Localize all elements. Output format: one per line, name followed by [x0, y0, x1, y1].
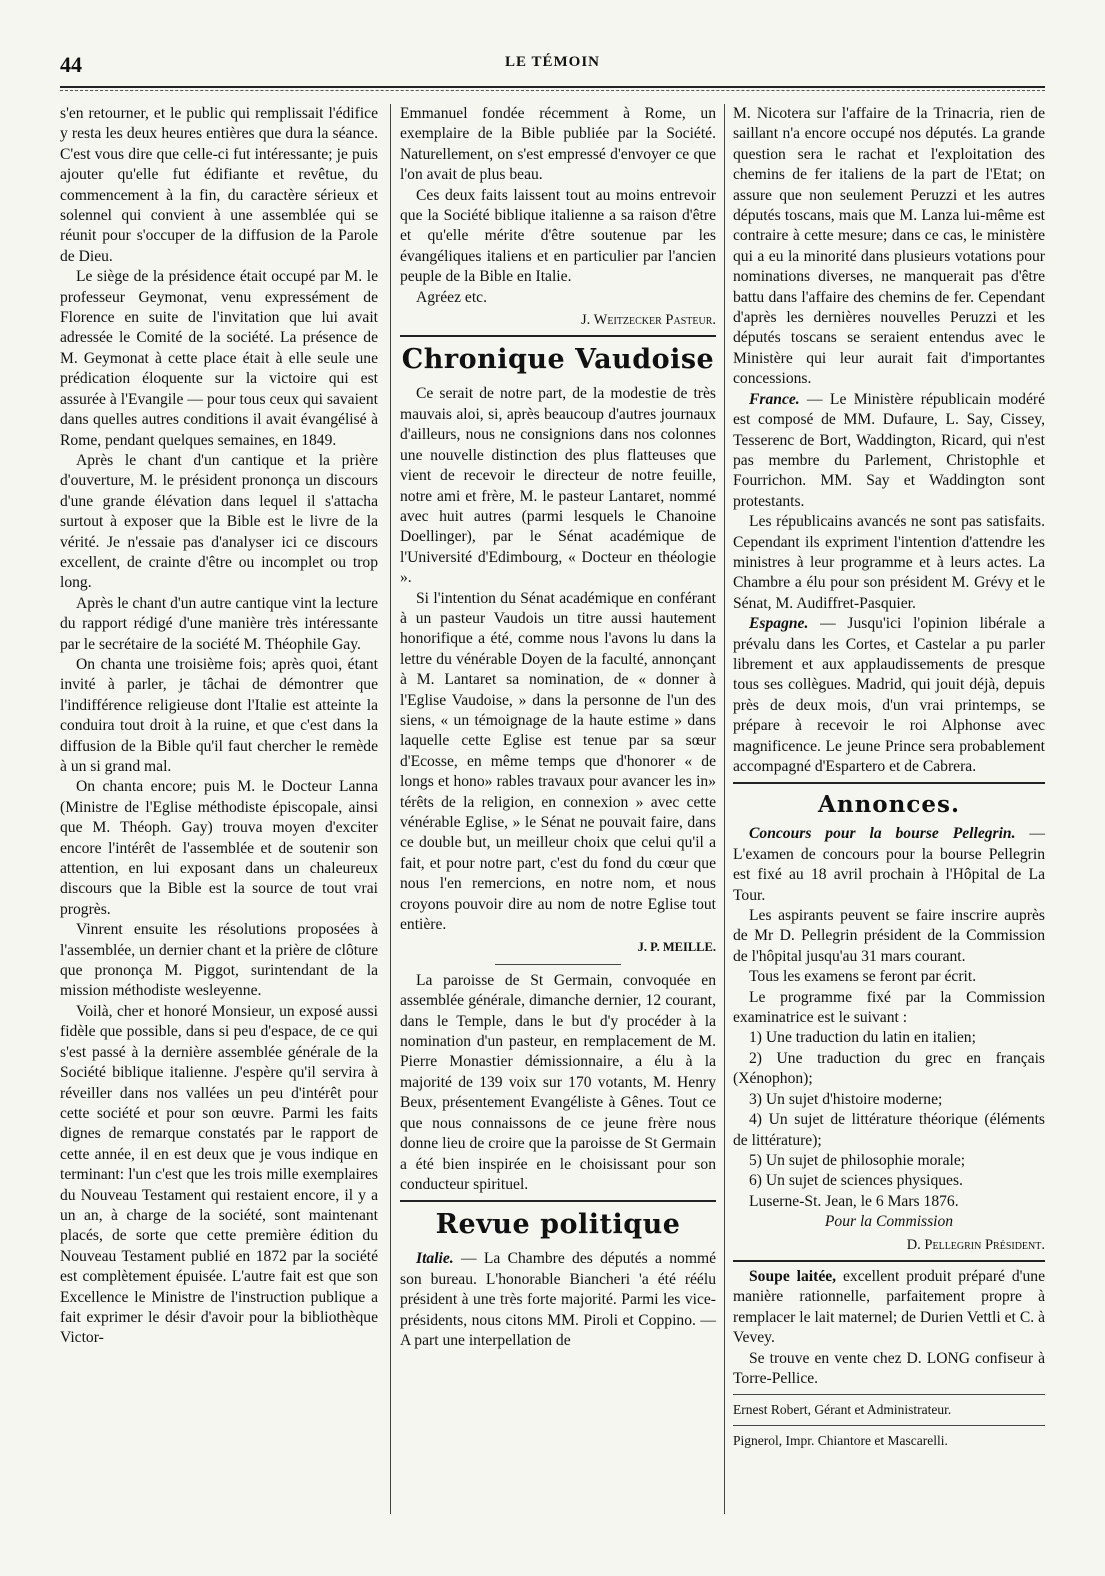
newspaper-title: LE TÉMOIN	[505, 54, 600, 70]
list-item: 2) Une traduction du grec en français (Xénophon);	[733, 1049, 1045, 1088]
column-divider	[390, 104, 391, 1514]
paragraph: Après le chant d'un autre cantique vint la lecture du rapport rédigé d'une manière très intéressante par le secrétaire de la société M. Théophile Gay.	[60, 594, 378, 653]
paragraph: Ces deux faits laissent tout au moins entrevoir que la Société biblique italienne a sa raison d'être et qu'elle mérite d'être soutenue par les évangéliques italiens et en particulier par l'ancien peuple de la Bible en Italie.	[400, 186, 716, 286]
paragraph	[733, 1267, 1045, 1349]
paragraph: Si l'intention du Sénat académique en conférant à un pasteur Vaudois un titre aussi hautement honorifique a été, comme nous l'avons lu dans la lettre du vénérable Doyen de la faculté, annonçant à M. Lantaret sa nomination, de « donner à l'Eglise Vaudoise, » dans la personne de l'un des siens, « un témoignage de la haute estime » dans laquelle cette Eglise est tenue par sa sœur d'Ecosse, en même temps que d'honorer « de longs et hono» rables travaux pour avancer les in» térêts de la religion, en connexion » avec cette vénérable Eglise, » le Sénat ne pouvait faire, dans ce double but, un meilleur choix que celui qu'il a fait, et pour notre part, c'est du fond du cœur que nous l'en remercions, en notre nom, et nous croyons pouvoir dire au nom de notre Eglise tout entière.	[400, 589, 716, 934]
paragraph: Après le chant d'un cantique et la prière d'ouverture, M. le président prononça un discours d'une grande élévation dans lequel il s'attacha surtout à exposer que la Bible est le livre de la vérité. Je n'essaie pas d'analyser ici ce discours excellent, de crainte d'être ou incomplet ou trop long.	[60, 451, 378, 592]
footer-printer: Pignerol, Impr. Chiantore et Mascarelli.	[733, 1433, 948, 1449]
page-number: 44	[60, 52, 82, 77]
column-3	[733, 104, 1045, 1519]
column-1	[60, 104, 378, 1519]
paragraph	[733, 614, 1045, 777]
signature: J. Weitzecker Pasteur.	[581, 312, 716, 329]
header-rule	[60, 86, 1045, 88]
signature: J. P. MEILLE.	[637, 940, 716, 955]
paragraph-text: — Le Ministère républicain modéré est composé de MM. Dufaure, L. Say, Cissey, Tesserenc de Bort, Waddington, Ricard, qui n'est pas membre du Parlement, Christophle et Fourrichon. MM. Say et Waddington sont protestants.	[733, 390, 1045, 510]
dateline: Luserne-St. Jean, le 6 Mars 1876.	[749, 1192, 959, 1210]
column-2	[400, 104, 716, 1519]
paragraph: Ce serait de notre part, de la modestie de très mauvais aloi, si, après beaucoup d'autres journaux d'ailleurs, nous ne consignions dans nos colonnes une nouvelle distinction des plus flatteuses que vient de recevoir le directeur de notre feuille, notre ami et frère, M. le pasteur Lantaret, nommé avec huit autres (parmi lesquels le Chanoine Doellinger), par le Sénat académique de l'Université d'Edimbourg, « Docteur en théologie ».	[400, 385, 716, 587]
section-rule	[733, 782, 1045, 784]
paragraph: Se trouve en vente chez D. LONG confiseur à Torre-Pellice.	[733, 1349, 1045, 1387]
keyword-espagne: Espagne.	[749, 615, 809, 633]
section-heading-annonces: Annonces.	[818, 791, 960, 819]
paragraph: Emmanuel fondée récemment à Rome, un exemplaire de la Bible publiée par la Société. Naturellement, on s'est empressé d'envoyer ce que l'on avait de plus beau.	[400, 105, 716, 184]
paragraph-text: excellent produit préparé d'une manière rationnelle, parfaitement propre à remplacer le lait maternel; de Durien Vettli et C. à Vevey.	[733, 1267, 1046, 1347]
paragraph: s'en retourner, et le public qui remplissait l'édifice y resta les deux heures entières que dura la séance. C'est vous dire que celle-ci fut intéressante; je puis ajouter qu'elle fut édifiante et revêtue, du commencement à la fin, du caractère sérieux et solennel qui convient à une assemblée qui se réunit pour s'occuper de la diffusion de la Parole de Dieu.	[60, 105, 378, 265]
keyword-concours: Concours pour la bourse Pellegrin.	[749, 825, 1016, 843]
keyword-france: France.	[749, 390, 800, 408]
signature: D. Pellegrin Président.	[906, 1236, 1045, 1253]
column-divider	[724, 104, 725, 1514]
footer-rule	[733, 1425, 1045, 1426]
commission-label: Pour la Commission	[824, 1213, 954, 1231]
paragraph-text: — La Chambre des députés a nommé son bureau. L'honorable Biancheri 'a été réélu président à une très forte majorité. Parmi les vice-présidents, nous citons MM. Piroli et Coppino. — A part une interpellation de	[400, 1250, 716, 1349]
paragraph: Voilà, cher et honoré Monsieur, un exposé aussi fidèle que possible, dans si peu d'espace, de ce qui s'est passé à la dernière assemblée générale de la Société biblique italienne. J'espère qu'il servira à réveiller dans nos vallées un peu d'intérêt pour cette société et pour son œuvre. Parmi les faits dignes de remarque constatés par le rapport de cette année, il en est deux que je vous indique en terminant: l'un c'est que les trois mille exemplaires du Nouveau Testament qui restaient encore, il y a un an, à charge de la société, sont maintenant placés, de sorte que cette première édition du Nouveau Testament publié en 1872 par la société est complètement épuisée. L'autre fait est que son Excellence le Ministre de l'instruction publique a fait exprimer le désir d'avoir pour la bibliothèque Victor-	[60, 1002, 378, 1347]
section-rule	[400, 335, 716, 337]
paragraph: On chanta une troisième fois; après quoi, étant invité à parler, je tâchai de démontrer que l'indifférence religieuse dont l'Italie est atteinte la conduira tout droit à la ruine, et que c'est dans la diffusion de la Bible qu'il faut chercher le remède à un si grand mal.	[60, 655, 378, 775]
section-heading-chronique-vaudoise: Chronique Vaudoise	[401, 344, 715, 376]
paragraph: Les aspirants peuvent se faire inscrire auprès de Mr D. Pellegrin président de la Commission de l'hôpital jusqu'au 31 mars courant.	[733, 907, 1045, 965]
list-item: 4) Un sujet de littérature théorique (éléments de littérature);	[733, 1111, 1045, 1149]
page-header	[60, 52, 1045, 78]
short-divider	[495, 964, 621, 965]
keyword-italie: Italie.	[416, 1250, 454, 1268]
list-item: 3) Un sujet d'histoire moderne;	[749, 1090, 943, 1108]
paragraph: La paroisse de St Germain, convoquée en assemblée générale, dimanche dernier, 12 courant, dans le Temple, dans le but d'y procéder à la nomination d'un pasteur, en remplacement de M. Pierre Monastier démissionnaire, a élu à la majorité de 139 voix sur 170 votants, M. Henry Beux, présentement Evangéliste à Gênes. Tout ce que nous connaissons de ce jeune frère nous donne lieu de croire que la paroisse de St Germain a été bien inspirée en le choisissant pour son conducteur spirituel.	[400, 971, 716, 1193]
paragraph-text: — L'examen de concours pour la bourse Pellegrin est fixé au 18 avril prochain à l'Hôpital de La Tour.	[733, 825, 1045, 904]
paragraph	[733, 390, 1045, 512]
list-item: 5) Un sujet de philosophie morale;	[749, 1151, 966, 1169]
paragraph: Agréez etc.	[416, 288, 487, 306]
paragraph: On chanta encore; puis M. le Docteur Lanna (Ministre de l'Eglise méthodiste épiscopale, ainsi que M. Théoph. Gay) trouva moyen d'exciter encore l'intérêt de l'assemblée et de soutenir son attention, en lui exposant dans un chaleureux discours que la Bible est la source de tout vrai progrès.	[60, 778, 378, 918]
paragraph: Les républicains avancés ne sont pas satisfaits. Cependant ils expriment l'intention d'attendre les ministres à leur programme et à leurs actes. La Chambre a élu pour son président M. Grévy et le Sénat, M. Audiffret-Pasquier.	[733, 513, 1045, 612]
section-heading-revue-politique: Revue politique	[435, 1209, 681, 1241]
footer-rule	[733, 1394, 1045, 1395]
section-rule	[733, 1260, 1045, 1262]
paragraph-text: — Jusqu'ici l'opinion libérale a prévalu dans les Cortes, et Castelar a pu parler librement et aux applaudissements de presque tous ses collègues. Madrid, qui jouit déjà, depuis près de deux mois, d'un vrai printemps, se prépare à recevoir le roi Alphonse avec magnificence. Le jeune Prince sera probablement accompagné d'Espartero et de Cabrera.	[733, 615, 1045, 775]
header-rule-dashed	[60, 90, 1045, 91]
list-item: 1) Une traduction du latin en italien;	[749, 1029, 976, 1047]
paragraph: Le siège de la présidence était occupé par M. le professeur Geymonat, venu expressément de Florence en suite de l'invitation que lui avait adressée le Comité de la société. La présence de M. Geymonat à cette place était à elle seule une prédication éloquente sur la victoire qui est assurée à l'Evangile — pour tous ceux qui savaient dans quelles autres conditions il avait évangélisé à Rome, pendant quelques semaines, en 1849.	[60, 268, 378, 449]
paragraph: Vinrent ensuite les résolutions proposées à l'assemblée, un dernier chant et la prière de clôture que prononça M. Piggot, surintendant de la mission méthodiste wesleyenne.	[60, 921, 378, 1000]
paragraph	[733, 824, 1045, 906]
paragraph: Le programme fixé par la Commission examinatrice est le suivant :	[733, 988, 1045, 1027]
advert-lead: Soupe laitée,	[749, 1267, 837, 1285]
paragraph: M. Nicotera sur l'affaire de la Trinacria, rien de saillant n'a encore occupé nos députés. La grande question sera le rachat et l'exploitation des chemins de fer italiens de la part de l'Etat; on assure que non seulement Peruzzi et les autres députés toscans, mais que M. Lanza lui-même est contraire à cette mesure; dans ce cas, le ministère qui a eu la minorité dans plusieurs votations pour nominations diverses, ne manquerait pas d'être battu dans l'affaire des chemins de fer. Cependant d'après les dernières nouvelles Peruzzi et les députés toscans se seraient entendus avec le Ministère qui leur aurait fait d'importantes concessions.	[733, 105, 1045, 388]
paragraph	[400, 1249, 716, 1351]
section-rule	[400, 1200, 716, 1202]
list-item: 6) Un sujet de sciences physiques.	[749, 1172, 963, 1190]
footer-publisher: Ernest Robert, Gérant et Administrateur.	[733, 1402, 952, 1418]
paragraph: Tous les examens se feront par écrit.	[749, 968, 977, 986]
